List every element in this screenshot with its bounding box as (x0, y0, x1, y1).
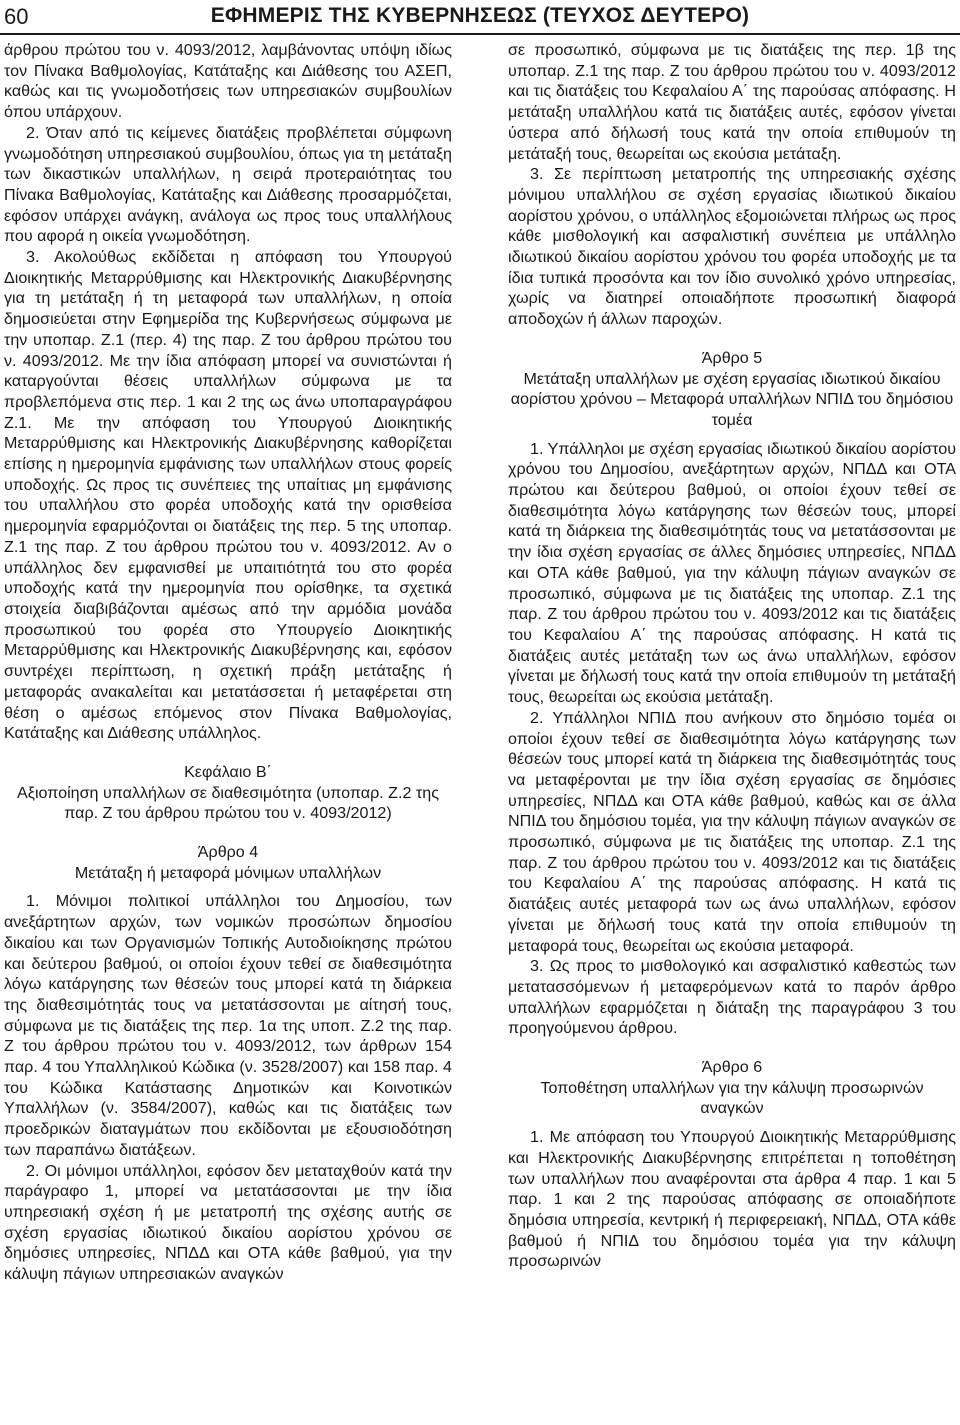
article-5-paragraph-3: 3. Ως προς το μισθολογικό και ασφαλιστικό καθεστώς των μετατασσόμενων ή μεταφερόμενων κατά το παρόν άρθρο υπαλλήλων εφαρμόζεται η διάταξη της παραγράφου 3 του προηγούμενου άρθρου. (508, 957, 956, 1038)
article-4-label: Άρθρο 4 (197, 843, 259, 862)
spacer (4, 824, 452, 842)
article-5-title: Μετάταξη υπαλλήλων με σχέση εργασίας ιδιωτικού δικαίου αορίστου χρόνου – Μεταφορά υπαλλήλων ΝΠΙΔ του δημόσιου τομέα (510, 369, 954, 429)
paragraph-continued: σε προσωπικό, σύμφωνα με τις διατάξεις της περ. 1β της υποπαρ. Ζ.1 της παρ. Ζ του άρθρου πρώτου του ν. 4093/2012 και τις διατάξεις του Κεφαλαίου Α΄ της παρούσας απόφασης. Η μετάταξη υπαλλήλου κατά τις διατάξεις αυτές, εφόσον γίνεται ύστερα από δήλωσή τους κατά την οποία επιθυμούν τη μετάταξή τους, θεωρείται ως εκούσια μετάταξη. (508, 41, 956, 163)
article-6-title: Τοποθέτηση υπαλλήλων για την κάλυψη προσωρινών αναγκών (540, 1078, 924, 1118)
article-4-paragraph-1: 1. Μόνιμοι πολιτικοί υπάλληλοι του Δημοσίου, των ανεξάρτητων αρχών, των νομικών προσώπων δημοσίου δικαίου και των Οργανισμών Τοπικής Αυτοδιοίκησης πρώτου και δεύτερου βαθμού, οι οποίοι έχουν τεθεί σε διαθεσιμότητα λόγω κατάργησης των θέσεών τους μπορεί κατά τη διάρκεια της διαθεσιμότητάς τους να μετατάσσονται με αίτησή τους, σύμφωνα με τις διατάξεις της περ. 1α της υποπ. Ζ.2 της παρ. Ζ του άρθρου πρώτου του ν. 4093/2012, των άρθρων 154 παρ. 4 του Υπαλληλικού Κώδικα (ν. 3528/2007) και 158 παρ. 4 του Κώδικα Κατάστασης Δημοτικών και Κοινοτικών Υπαλλήλων (ν. 3584/2007), καθώς και τις διατάξεις των προεδρικών διαταγμάτων που εκδίδονται με εξουσιοδότηση των παραπάνω διατάξεων. (4, 892, 452, 1159)
article-6-paragraph-1: 1. Με απόφαση του Υπουργού Διοικητικής Μεταρρύθμισης και Ηλεκτρονικής Διακυβέρνησης επιτρέπεται η τοποθέτηση των υπαλλήλων που αναφέρονται στα άρθρα 4 παρ. 1 και 5 παρ. 1 και 2 της παρούσας απόφασης σε οποιαδήποτε δημόσια υπηρεσία, κεντρική ή περιφερειακή, ΝΠΔΔ, ΟΤΑ κάθε βαθμού ή ΝΠΙΔ του δημόσιου τομέα για την κάλυψη προσωρινών (508, 1128, 956, 1271)
article-5-paragraph-1: 1. Υπάλληλοι με σχέση εργασίας ιδιωτικού δικαίου αορίστου χρόνου του Δημοσίου, ανεξάρτητων αρχών, ΝΠΔΔ και ΟΤΑ πρώτου και δεύτερου βαθμού, οι οποίοι έχουν τεθεί σε διαθεσιμότητα λόγω κατάργησης των θέσεών τους, μπορεί κατά τη διάρκεια της διαθεσιμότητάς τους να μετατάσσονται με την ίδια σχέση εργασίας σε άλλες δημόσιες υπηρεσίες, ΝΠΔΔ και ΟΤΑ κάθε βαθμού, για την κάλυψη πάγιων αναγκών σε προσωπικό, σύμφωνα με τις διατάξεις της υποπαρ. Ζ.1 της παρ. Ζ του άρθρου πρώτου του ν. 4093/2012 και τις διατάξεις του Κεφαλαίου Α΄ της παρούσας απόφασης. Η κατά τις διατάξεις αυτές μετάταξη των ως άνω υπαλλήλων, εφόσον γίνεται με δήλωσή τους κατά την οποία επιθυμούν τη μετάταξή τους, θεωρείται ως εκούσια μετάταξη. (508, 439, 956, 707)
article-5-label: Άρθρο 5 (701, 348, 763, 367)
article-6-label: Άρθρο 6 (701, 1058, 763, 1077)
spacer (4, 744, 452, 762)
article-4-paragraph-3: 3. Σε περίπτωση μετατροπής της υπηρεσιακής σχέσης μόνιμου υπαλλήλου σε σχέση εργασίας ιδιωτικού δικαίου αορίστου χρόνου, ο υπάλληλος εξομοιώνεται πλήρως ως προς κάθε μισθολογική και ασφαλιστική συνέπεια με υπάλληλο ιδιωτικού δικαίου αορίστου χρόνου του φορέα υποδοχής με τα ίδια τυπικά προσόντα και τον ίδιο συνολικό χρόνο υπηρεσίας, χωρίς να διατηρεί οποιαδήποτε προσωπική διαφορά αποδοχών ή άλλων παροχών. (508, 165, 956, 329)
page-header (0, 0, 960, 44)
paragraph-2: 2. Όταν από τις κείμενες διατάξεις προβλέπεται σύμφωνη γνωμοδότηση υπηρεσιακού συμβουλίου, όπως για τη μετάταξη των δικαστικών υπαλλήλων, η σειρά προτεραιότητας του Πίνακα Βαθμολογίας, Κατάταξης και Διάθεσης προσαρμόζεται, εφόσον υπάρχει ανάγκη, ανάλογα ως προς τους υπαλλήλους που αφορά η οικεία γνωμοδότηση. (4, 123, 452, 246)
spacer (508, 330, 956, 348)
journal-title: ΕΦΗΜΕΡΙΣ ΤΗΣ ΚΥΒΕΡΝΗΣΕΩΣ (ΤΕΥΧΟΣ ΔΕΥΤΕΡΟ) (210, 4, 750, 27)
paragraph-3: 3. Ακολούθως εκδίδεται η απόφαση του Υπουργού Διοικητικής Μεταρρύθμισης και Ηλεκτρονικής Διακυβέρνησης για τη μετάταξη ή τη μεταφορά των υπαλλήλων, η οποία δημοσιεύεται στην Εφημερίδα της Κυβερνήσεως σύμφωνα με την υποπαρ. Ζ.1 (περ. 4) της παρ. Ζ του άρθρου πρώτου του ν. 4093/2012. Με την ίδια απόφαση μπορεί να συνιστώνται ή καταργούνται θέσεις υπαλλήλων σύμφωνα με τα προβλεπόμενα στις περ. 1 και 2 της ως άνω υποπαραγράφου Ζ.1. Με την απόφαση του Υπουργού Διοικητικής Μεταρρύθμισης και Ηλεκτρονικής Διακυβέρνησης καθορίζεται επίσης η ημερομηνία εμφάνισης των υπαλλήλων στους φορείς υποδοχής. Ως προς τις συνέπειες της υπαίτιας μη εμφάνισης του υπαλλήλου στο φορέα υποδοχής κατά την ορισθείσα ημερομηνία εφαρμόζονται οι διατάξεις της περ. 5 της υποπαρ. Ζ.1 της παρ. Ζ του άρθρου πρώτου του ν. 4093/2012. Αν ο υπάλληλος δεν εμφανισθεί με υπαιτιότητά του στο φορέα υποδοχής κατά την ημερομηνία που ορίσθηκε, τα σχετικά στοιχεία διαβιβάζονται αμέσως από την αρμόδια μονάδα προσωπικού του φορέα στο Υπουργείο Διοικητικής Μεταρρύθμισης και Ηλεκτρονικής Διακυβέρνησης και, εφόσον συντρέχει περίπτωση, η σχετική πράξη μετάταξης ή μεταφοράς ανακαλείται και μετατάσσεται ή μεταφέρεται στη θέση ο αμέσως επόμενος στον Πίνακα Βαθμολογίας, Κατάταξης και Διάθεσης υπάλληλος. (4, 248, 452, 743)
article-4-paragraph-2: 2. Οι μόνιμοι υπάλληλοι, εφόσον δεν μεταταχθούν κατά την παράγραφο 1, μπορεί να μετατάσσονται με την ίδια υπηρεσιακή σχέση ή με μετατροπή της σχέσης αυτής σε σχέση εργασίας ιδιωτικού δικαίου αορίστου χρόνου σε δημόσιες υπηρεσίες, ΝΠΔΔ και ΟΤΑ κάθε βαθμού, για την κάλυψη πάγιων υπηρεσιακών αναγκών (4, 1161, 452, 1284)
page-number: 60 (4, 4, 29, 29)
left-column (4, 40, 452, 1285)
article-4-title: Μετάταξη ή μεταφορά μόνιμων υπαλλήλων (74, 863, 382, 882)
header-rule (0, 33, 960, 35)
chapter-title: Αξιοποίηση υπαλλήλων σε διαθεσιμότητα (υποπαρ. Ζ.2 της παρ. Ζ του άρθρου πρώτου του ν. 4093/2012) (17, 783, 439, 823)
paragraph-continued: άρθρου πρώτου του ν. 4093/2012, λαμβάνοντας υπόψη ιδίως τον Πίνακα Βαθμολογίας, Κατάταξης και Διάθεσης του ΑΣΕΠ, καθώς και τις γνωμοδοτήσεις των υπηρεσιακών συμβουλίων όπου υπάρχουν. (4, 41, 452, 122)
spacer (508, 431, 956, 439)
spacer (508, 1119, 956, 1127)
article-5-paragraph-2: 2. Υπάλληλοι ΝΠΙΔ που ανήκουν στο δημόσιο τομέα οι οποίοι έχουν τεθεί σε διαθεσιμότητα λόγω κατάργησης των θέσεών τους μπορεί κατά τη διάρκεια της διαθεσιμότητάς τους να μεταφέρονται με την ίδια σχέση εργασίας σε δημόσιες υπηρεσίες, ΝΠΔΔ και ΟΤΑ κάθε βαθμού, καθώς και σε άλλα ΝΠΙΔ του δημόσιου τομέα, για την κάλυψη πάγιων αναγκών σε προσωπικό, σύμφωνα με τις διατάξεις της υποπαρ. Ζ.1 της παρ. Ζ του άρθρου πρώτου του ν. 4093/2012 και τις διατάξεις του Κεφαλαίου Α΄ της παρούσας απόφασης. Η κατά τις διατάξεις αυτές μεταφορά των ως άνω υπαλλήλων, εφόσον γίνεται με δήλωσή τους κατά την οποία επιθυμούν τη μεταφορά τους, θεωρείται ως εκούσια μεταφορά. (508, 708, 956, 955)
spacer (508, 1039, 956, 1057)
chapter-label: Κεφάλαιο Β΄ (184, 762, 272, 781)
spacer (4, 883, 452, 891)
right-column (508, 40, 956, 1272)
